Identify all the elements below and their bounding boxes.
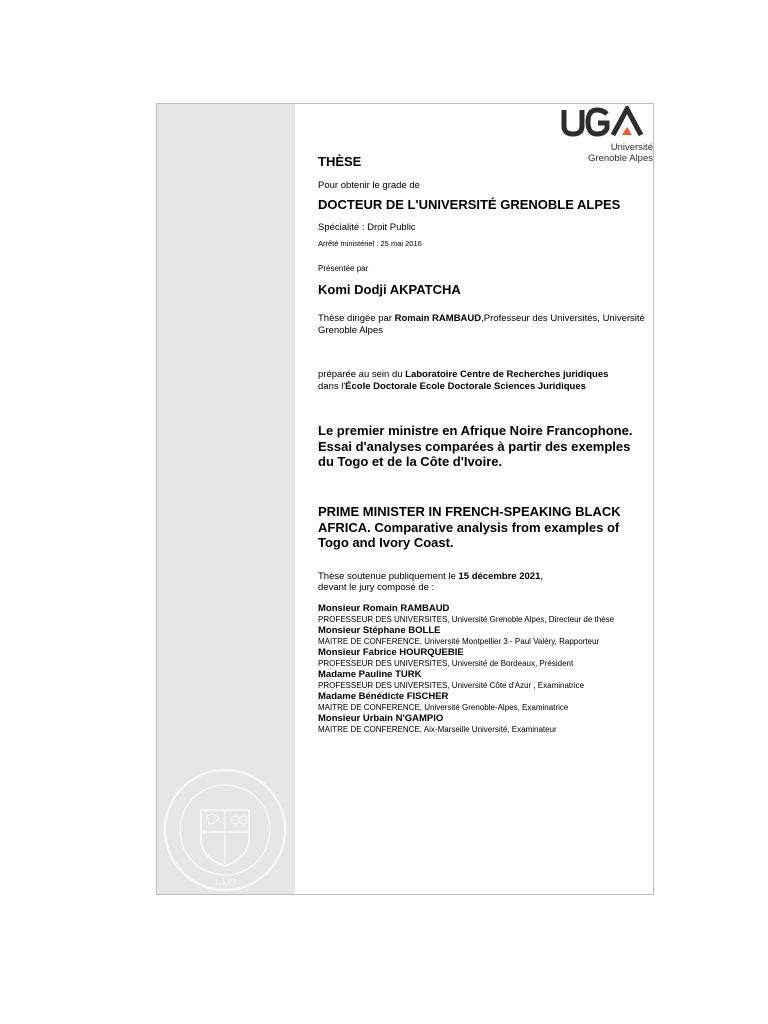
soutenue-pre: Thèse soutenue publiquement le — [318, 571, 459, 582]
thesis-title-fr: Le premier ministre en Afrique Noire Francophone. Essai d'analyses comparées à partir des exemples du Togo et de la Côte d'Ivoire. — [318, 423, 633, 469]
document-page — [156, 103, 654, 895]
logo-univ-line1: Université — [610, 142, 653, 153]
jury-member — [318, 691, 658, 713]
soutenue-line2: devant le jury composé de : — [318, 582, 435, 593]
jury-member-role: PROFESSEUR DES UNIVERSITES, Université Grenoble Alpes, Directeur de thèse — [318, 615, 615, 624]
jury-member-role: MAITRE DE CONFERENCE, Aix-Marseille Université, Examinateur — [318, 725, 557, 734]
jury-member — [318, 713, 658, 735]
preparee-pre: préparée au sein du — [318, 369, 406, 380]
jury-member — [318, 647, 658, 669]
these-heading: THÈSE — [318, 154, 362, 169]
jury-member-role: MAITRE DE CONFERENCE, Université Grenoble-Alpes, Examinatrice — [318, 703, 569, 712]
seal-year: 1339 — [214, 876, 236, 888]
specialite-text: Spécialité : Droit Public — [318, 222, 416, 233]
arrete-text: Arrêté ministériel : 25 mai 2016 — [318, 239, 422, 248]
jury-member-name: Madame Pauline TURK — [318, 669, 422, 680]
soutenue-post: , — [540, 571, 544, 582]
preparee-text — [318, 369, 618, 393]
dirigee-post: ,Professeur des Universités, Université Grenoble Alpes — [318, 313, 645, 336]
defense-date: 15 décembre 2021 — [458, 571, 541, 582]
side-band — [157, 104, 295, 894]
logo-univ-line2: Grenoble Alpes — [588, 153, 653, 164]
uga-logo-icon — [561, 106, 653, 142]
jury-member-name: Madame Bénédicte FISCHER — [318, 691, 449, 702]
defense-text — [318, 571, 648, 593]
jury-member — [318, 603, 658, 625]
jury-member — [318, 669, 658, 691]
jury-member — [318, 625, 658, 647]
university-seal-icon — [161, 766, 289, 894]
supervisor-text — [318, 313, 658, 337]
jury-member-role: PROFESSEUR DES UNIVERSITES, Université de Bordeaux, Président — [318, 659, 574, 668]
author-name: Komi Dodji AKPATCHA — [318, 282, 461, 297]
jury-member-role: MAITRE DE CONFERENCE, Université Montpellier 3 - Paul Valéry, Rapporteur — [318, 637, 600, 646]
ecole-name: École Doctorale Ecole Doctorale Sciences Juridiques — [345, 381, 586, 392]
grade-text: Pour obtenir le grade de — [318, 180, 420, 191]
laboratory-name: Laboratoire Centre de Recherches juridiques — [405, 369, 609, 380]
dirigee-pre: Thèse dirigée par — [318, 313, 395, 324]
jury-member-name: Monsieur Stéphane BOLLE — [318, 625, 441, 636]
docteur-heading: DOCTEUR DE L'UNIVERSITÉ GRENOBLE ALPES — [318, 197, 621, 212]
jury-list — [318, 603, 658, 735]
jury-member-name: Monsieur Urbain N'GAMPIO — [318, 713, 444, 724]
jury-member-name: Monsieur Romain RAMBAUD — [318, 603, 450, 614]
supervisor-name: Romain RAMBAUD — [394, 313, 482, 324]
jury-member-name: Monsieur Fabrice HOURQUEBIE — [318, 647, 464, 658]
presentee-text: Présentée par — [318, 264, 369, 273]
preparee-dans: dans l' — [318, 381, 346, 392]
jury-member-role: PROFESSEUR DES UNIVERSITES, Université Côte d'Azur , Examinatrice — [318, 681, 585, 690]
thesis-title-en: PRIME MINISTER IN FRENCH-SPEAKING BLACK AFRICA. Comparative analysis from examples of Togo and Ivory Coast. — [318, 504, 621, 550]
